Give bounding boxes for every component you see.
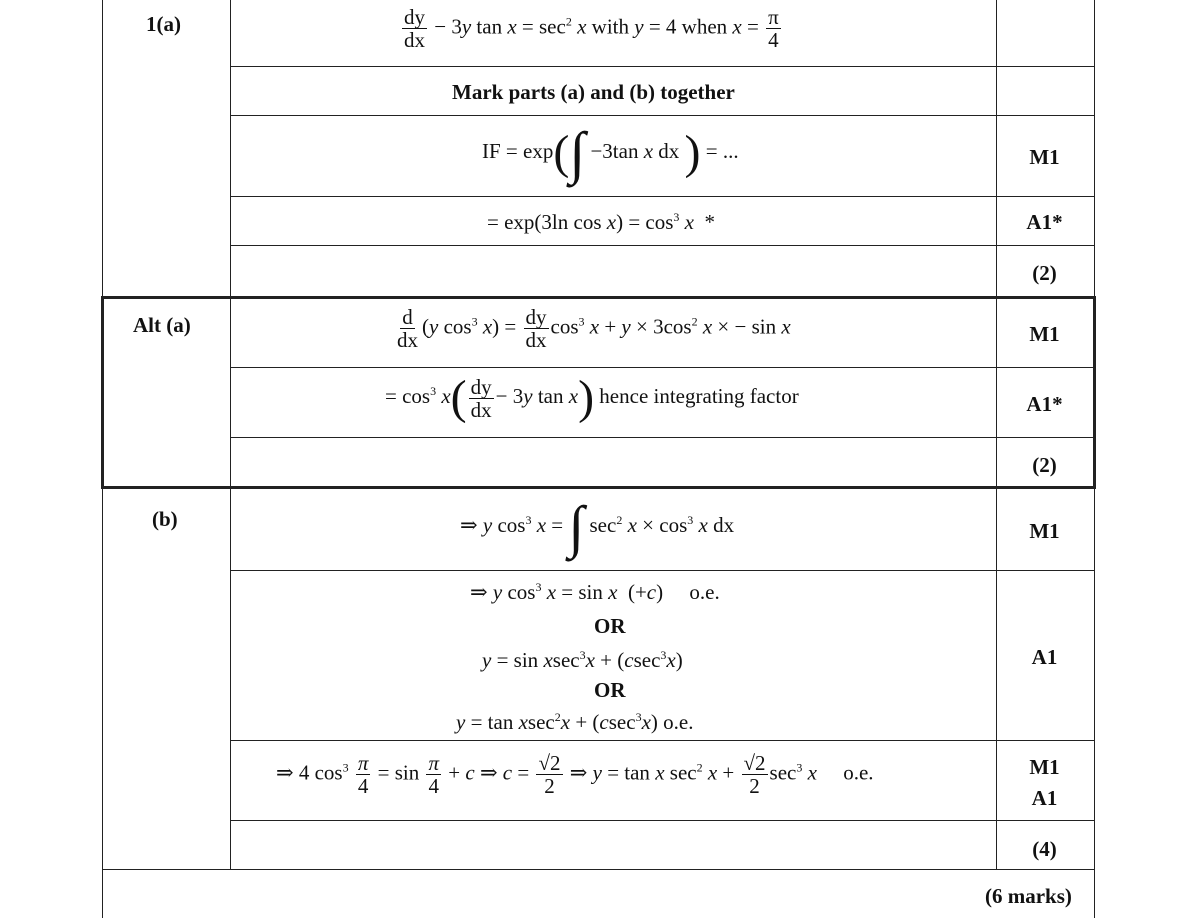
subtotal-mark: (2): [1032, 261, 1057, 285]
mark-a1: A1: [1031, 786, 1058, 810]
alt-derivative-line: $\frac{d}{dx}$ (y $\cos^3 x$) = $\frac{dy}{dx}$ $\cos^3 x + y \times 3\cos^2$ x × − sin x: [397, 305, 791, 352]
alt-box-top: [101, 296, 1096, 299]
mark-m1: M1: [1029, 145, 1060, 169]
question-label-alt-a: Alt (a): [133, 313, 191, 337]
row-line: [230, 115, 1095, 116]
row-line: [230, 437, 1095, 438]
oe-label: o.e.: [689, 580, 720, 604]
subtotal-mark: (2): [1032, 453, 1057, 477]
total-marks: (6 marks): [985, 884, 1072, 908]
question-equation: $\frac{dy}{dx}$ − 3y $\tan x = \sec^2 x$ with y = 4 when x = $\frac{\pi}{4}$: [404, 5, 779, 52]
or-label: OR: [594, 678, 626, 702]
mark-m1: M1: [1029, 519, 1060, 543]
question-label-1a: 1(a): [146, 12, 181, 36]
row-line: [230, 66, 1095, 67]
marking-note: Mark parts (a) and (b) together: [452, 80, 735, 104]
alt-box-bottom: [101, 486, 1096, 489]
hence-text: hence integrating factor: [599, 383, 799, 408]
row-line: [230, 570, 1095, 571]
row-line: [230, 820, 1095, 821]
row-line: [230, 740, 1095, 741]
row-line: [230, 367, 1095, 368]
mark-a1: A1: [1031, 645, 1058, 669]
question-label-b: (b): [152, 507, 178, 531]
integrating-factor-result: = exp(3ln $\cos x) = \cos^3 x$ *: [487, 210, 715, 234]
b-integral-line: ⇒ y $\cos^3 x$ = ∫ $\sec^2 x \times \cos^3 x$ dx: [460, 494, 735, 559]
oe-label: o.e.: [663, 710, 694, 734]
alt-box-left: [101, 296, 104, 489]
alt-box-right: [1093, 296, 1096, 489]
oe-label: o.e.: [843, 760, 874, 785]
row-line: [102, 869, 1095, 870]
row-line: [230, 245, 1095, 246]
mark-a1-star: A1*: [1026, 210, 1063, 234]
row-line: [230, 196, 1095, 197]
b-solution-line-3: y = tan xsec$^2$x + (csec$^3$x) o.e.: [456, 710, 694, 734]
or-label: OR: [594, 614, 626, 638]
b-constant-line: ⇒ 4 $\cos^3$ $\frac{\pi}{4}$ = sin $\frac{\pi}{4}$ + c ⇒ c = $\frac{√2}{2}$ ⇒ y = tan x $\sec^2 x$ + $\frac{√2}{2}$ $\sec^3 x$ o.e.: [276, 751, 874, 798]
mark-m1: M1: [1029, 755, 1060, 779]
mark-m1: M1: [1029, 322, 1060, 346]
b-solution-line-2: y = sin xsec$^3$x + (csec$^3$x): [482, 648, 683, 672]
alt-factor-line: = $\cos^3 x$( $\frac{dy}{dx}$ − 3y tan x) hence integrating factor: [385, 371, 799, 424]
b-solution-line-1: ⇒ y $\cos^3 x = \sin x$ (+c) o.e.: [470, 580, 720, 604]
integrating-factor-line: IF = exp(∫ −3tan x dx ) = ...: [482, 120, 739, 185]
subtotal-mark: (4): [1032, 837, 1057, 861]
mark-a1-star: A1*: [1026, 392, 1063, 416]
